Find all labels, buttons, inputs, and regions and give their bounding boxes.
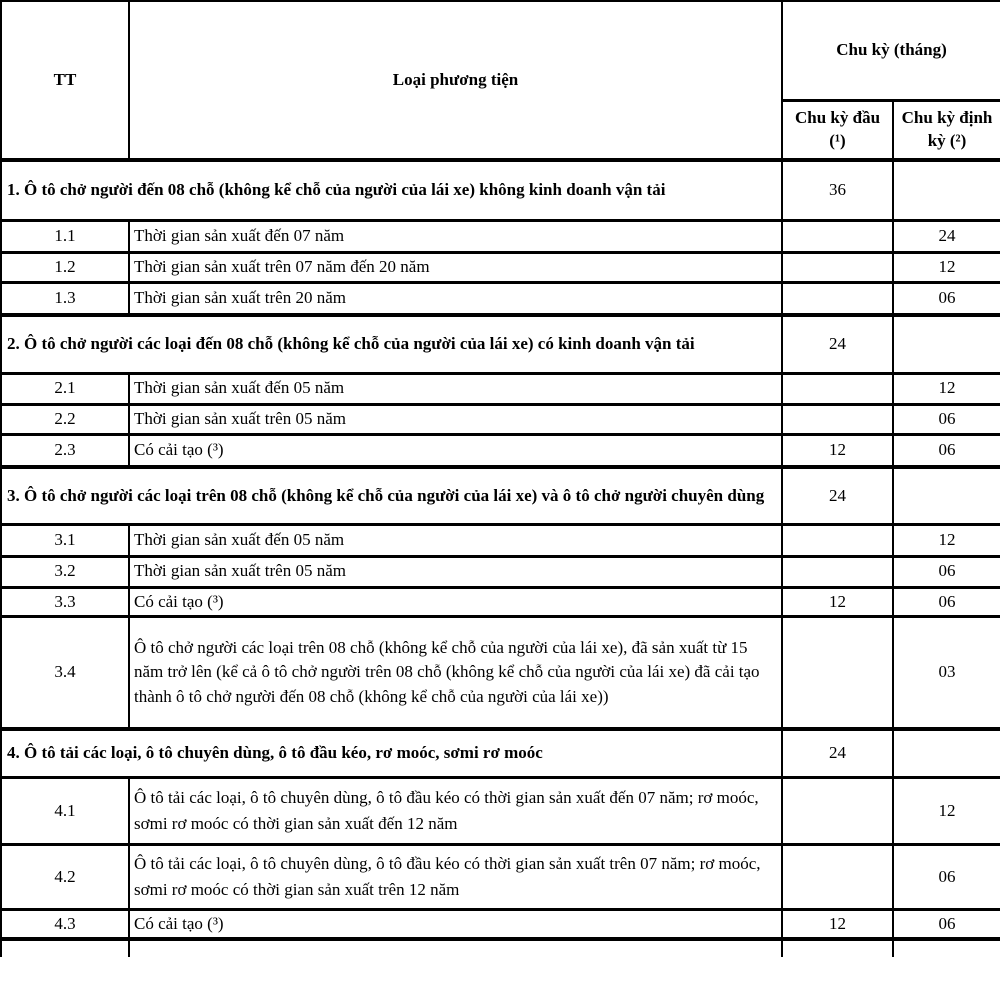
tt-cell: 2.3 bbox=[1, 434, 129, 467]
table-header bbox=[1, 1, 1000, 160]
vehicle-type-cell: Ô tô tải các loại, ô tô chuyên dùng, ô tô đầu kéo có thời gian sản xuất trên 07 năm; rơ moóc, sơmi rơ moóc có thời gian sản xuất trên 12 năm bbox=[129, 844, 782, 909]
item-row-3-1 bbox=[1, 524, 1000, 556]
header-tt: TT bbox=[1, 1, 129, 160]
periodic-cycle-cell bbox=[893, 729, 1000, 777]
first-cycle-cell: 12 bbox=[782, 434, 893, 467]
periodic-cycle-cell bbox=[893, 939, 1000, 957]
periodic-cycle-cell: 06 bbox=[893, 556, 1000, 587]
vehicle-type-cell: Thời gian sản xuất đến 05 năm bbox=[129, 373, 782, 404]
first-cycle-cell bbox=[782, 939, 893, 957]
periodic-cycle-cell: 06 bbox=[893, 844, 1000, 909]
first-cycle-cell bbox=[782, 404, 893, 434]
periodic-cycle-cell bbox=[893, 160, 1000, 220]
first-cycle-cell: 36 bbox=[782, 160, 893, 220]
periodic-cycle-cell: 12 bbox=[893, 777, 1000, 844]
periodic-cycle-cell: 06 bbox=[893, 909, 1000, 939]
periodic-cycle-cell: 03 bbox=[893, 616, 1000, 729]
vehicle-type-cell: Ô tô tải các loại, ô tô chuyên dùng, ô tô đầu kéo có thời gian sản xuất đến 07 năm; rơ moóc, sơmi rơ moóc có thời gian sản xuất đến 12 năm bbox=[129, 777, 782, 844]
header-periodic-cycle: Chu kỳ định kỳ (²) bbox=[893, 100, 1000, 160]
vehicle-type-cell: Có cải tạo (³) bbox=[129, 587, 782, 616]
section-row-3 bbox=[1, 467, 1000, 524]
periodic-cycle-cell: 06 bbox=[893, 282, 1000, 315]
section-row-1 bbox=[1, 160, 1000, 220]
header-vehicle-type: Loại phương tiện bbox=[129, 1, 782, 160]
first-cycle-cell: 24 bbox=[782, 315, 893, 373]
vehicle-type-cell: Thời gian sản xuất trên 20 năm bbox=[129, 282, 782, 315]
section-label-cell: 4. Ô tô tải các loại, ô tô chuyên dùng, ô tô đầu kéo, rơ moóc, sơmi rơ moóc bbox=[1, 729, 782, 777]
vehicle-type-cell: Có cải tạo (³) bbox=[129, 909, 782, 939]
item-row-3-2 bbox=[1, 556, 1000, 587]
first-cycle-cell bbox=[782, 777, 893, 844]
tt-cell: 4.2 bbox=[1, 844, 129, 909]
item-row-4-3 bbox=[1, 909, 1000, 939]
table-body bbox=[1, 160, 1000, 957]
tt-cell: 1.2 bbox=[1, 252, 129, 282]
item-row-1-2 bbox=[1, 252, 1000, 282]
first-cycle-cell bbox=[782, 282, 893, 315]
section-label-cell: 3. Ô tô chở người các loại trên 08 chỗ (không kể chỗ của người của lái xe) và ô tô chở người chuyên dùng bbox=[1, 467, 782, 524]
tt-cell bbox=[1, 939, 129, 957]
first-cycle-cell: 24 bbox=[782, 729, 893, 777]
first-cycle-cell bbox=[782, 556, 893, 587]
header-first-cycle: Chu kỳ đầu (¹) bbox=[782, 100, 893, 160]
vehicle-type-cell bbox=[129, 939, 782, 957]
section-label-cell: 2. Ô tô chở người các loại đến 08 chỗ (không kể chỗ của người của lái xe) có kinh doanh vận tải bbox=[1, 315, 782, 373]
tt-cell: 2.2 bbox=[1, 404, 129, 434]
periodic-cycle-cell bbox=[893, 467, 1000, 524]
first-cycle-cell: 12 bbox=[782, 587, 893, 616]
section-label-cell: 1. Ô tô chở người đến 08 chỗ (không kể chỗ của người của lái xe) không kinh doanh vận tải bbox=[1, 160, 782, 220]
periodic-cycle-cell: 06 bbox=[893, 587, 1000, 616]
first-cycle-cell bbox=[782, 524, 893, 556]
item-row-1-1 bbox=[1, 220, 1000, 252]
periodic-cycle-cell: 06 bbox=[893, 404, 1000, 434]
tt-cell: 3.4 bbox=[1, 616, 129, 729]
item-row-1-3 bbox=[1, 282, 1000, 315]
vehicle-type-cell: Có cải tạo (³) bbox=[129, 434, 782, 467]
first-cycle-cell bbox=[782, 844, 893, 909]
tt-cell: 3.1 bbox=[1, 524, 129, 556]
periodic-cycle-cell: 12 bbox=[893, 373, 1000, 404]
header-cycle-group: Chu kỳ (tháng) bbox=[782, 1, 1000, 100]
vehicle-type-cell: Thời gian sản xuất trên 05 năm bbox=[129, 556, 782, 587]
first-cycle-cell: 12 bbox=[782, 909, 893, 939]
periodic-cycle-cell: 12 bbox=[893, 524, 1000, 556]
item-row-3-3 bbox=[1, 587, 1000, 616]
partial-row bbox=[1, 939, 1000, 957]
item-row-3-4 bbox=[1, 616, 1000, 729]
periodic-cycle-cell: 12 bbox=[893, 252, 1000, 282]
tt-cell: 3.3 bbox=[1, 587, 129, 616]
vehicle-type-cell: Thời gian sản xuất đến 07 năm bbox=[129, 220, 782, 252]
item-row-4-1 bbox=[1, 777, 1000, 844]
first-cycle-cell bbox=[782, 616, 893, 729]
item-row-2-3 bbox=[1, 434, 1000, 467]
periodic-cycle-cell bbox=[893, 315, 1000, 373]
tt-cell: 3.2 bbox=[1, 556, 129, 587]
item-row-2-1 bbox=[1, 373, 1000, 404]
tt-cell: 2.1 bbox=[1, 373, 129, 404]
section-row-2 bbox=[1, 315, 1000, 373]
item-row-2-2 bbox=[1, 404, 1000, 434]
first-cycle-cell bbox=[782, 220, 893, 252]
vehicle-type-cell: Thời gian sản xuất trên 05 năm bbox=[129, 404, 782, 434]
periodic-cycle-cell: 24 bbox=[893, 220, 1000, 252]
vehicle-type-cell: Thời gian sản xuất đến 05 năm bbox=[129, 524, 782, 556]
first-cycle-cell bbox=[782, 373, 893, 404]
tt-cell: 1.1 bbox=[1, 220, 129, 252]
periodic-cycle-cell: 06 bbox=[893, 434, 1000, 467]
vehicle-type-cell: Thời gian sản xuất trên 07 năm đến 20 năm bbox=[129, 252, 782, 282]
vehicle-type-cell: Ô tô chở người các loại trên 08 chỗ (không kể chỗ của người của lái xe), đã sản xuất từ 15 năm trở lên (kể cả ô tô chở người trên 08 chỗ (không kể chỗ của người của lái xe) đã cải tạo thành ô tô chở người đến 08 chỗ (không kể chỗ của người của lái xe)) bbox=[129, 616, 782, 729]
tt-cell: 4.3 bbox=[1, 909, 129, 939]
tt-cell: 4.1 bbox=[1, 777, 129, 844]
item-row-4-2 bbox=[1, 844, 1000, 909]
first-cycle-cell: 24 bbox=[782, 467, 893, 524]
tt-cell: 1.3 bbox=[1, 282, 129, 315]
section-row-4 bbox=[1, 729, 1000, 777]
header-row-1 bbox=[1, 1, 1000, 100]
first-cycle-cell bbox=[782, 252, 893, 282]
